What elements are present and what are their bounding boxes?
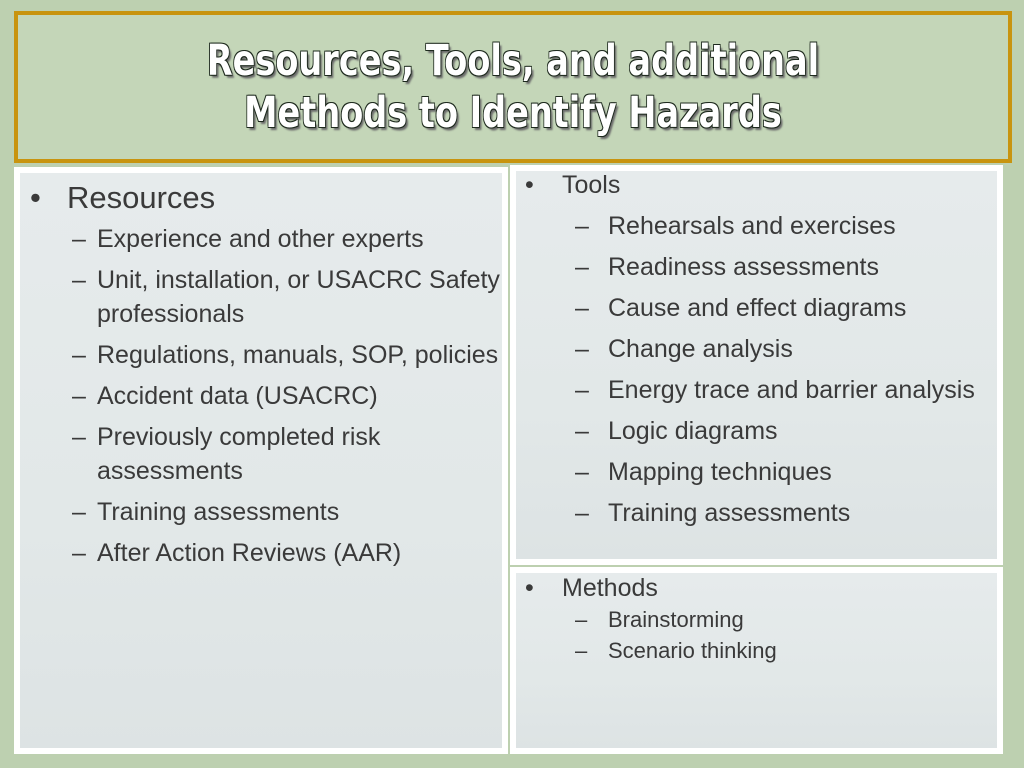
list-item: – Logic diagrams	[525, 414, 995, 448]
list-item: – Regulations, manuals, SOP, policies	[30, 338, 500, 372]
dash-icon: –	[575, 294, 589, 322]
dash-icon: –	[72, 225, 86, 253]
list-item: – Brainstorming	[525, 604, 995, 635]
dash-icon: –	[72, 266, 86, 294]
resources-list	[30, 178, 500, 577]
list-item: – Cause and effect diagrams	[525, 291, 995, 325]
tools-heading: • Tools	[525, 168, 995, 202]
bullet-icon: •	[525, 171, 534, 199]
list-item: – Readiness assessments	[525, 250, 995, 284]
bullet-icon: •	[525, 574, 534, 602]
bullet-icon: •	[30, 180, 41, 215]
list-item: – Unit, installation, or USACRC Safety professionals	[30, 263, 500, 331]
list-item: – After Action Reviews (AAR)	[30, 536, 500, 570]
list-item: – Energy trace and barrier analysis	[525, 373, 995, 407]
resources-heading: • Resources	[30, 178, 500, 218]
list-item: – Training assessments	[525, 496, 995, 530]
list-item: – Accident data (USACRC)	[30, 379, 500, 413]
list-item: – Training assessments	[30, 495, 500, 529]
list-item: – Experience and other experts	[30, 222, 500, 256]
dash-icon: –	[575, 499, 589, 527]
list-item: – Change analysis	[525, 332, 995, 366]
dash-icon: –	[72, 423, 86, 451]
methods-list	[525, 572, 995, 666]
list-item: – Scenario thinking	[525, 635, 995, 666]
dash-icon: –	[575, 638, 588, 663]
dash-icon: –	[575, 335, 589, 363]
dash-icon: –	[575, 376, 589, 404]
dash-icon: –	[575, 458, 589, 486]
list-item: – Rehearsals and exercises	[525, 209, 995, 243]
dash-icon: –	[575, 607, 588, 632]
dash-icon: –	[72, 382, 86, 410]
dash-icon: –	[72, 498, 86, 526]
list-item: – Mapping techniques	[525, 455, 995, 489]
list-item: – Previously completed risk assessments	[30, 420, 500, 488]
dash-icon: –	[72, 341, 86, 369]
methods-heading: • Methods	[525, 574, 658, 602]
dash-icon: –	[72, 539, 86, 567]
tools-list	[525, 168, 995, 530]
dash-icon: –	[575, 253, 589, 281]
dash-icon: –	[575, 417, 589, 445]
title-box	[14, 11, 1012, 163]
slide-title: Resources, Tools, and additional Methods to Identify Hazards	[206, 36, 820, 138]
dash-icon: –	[575, 212, 589, 240]
